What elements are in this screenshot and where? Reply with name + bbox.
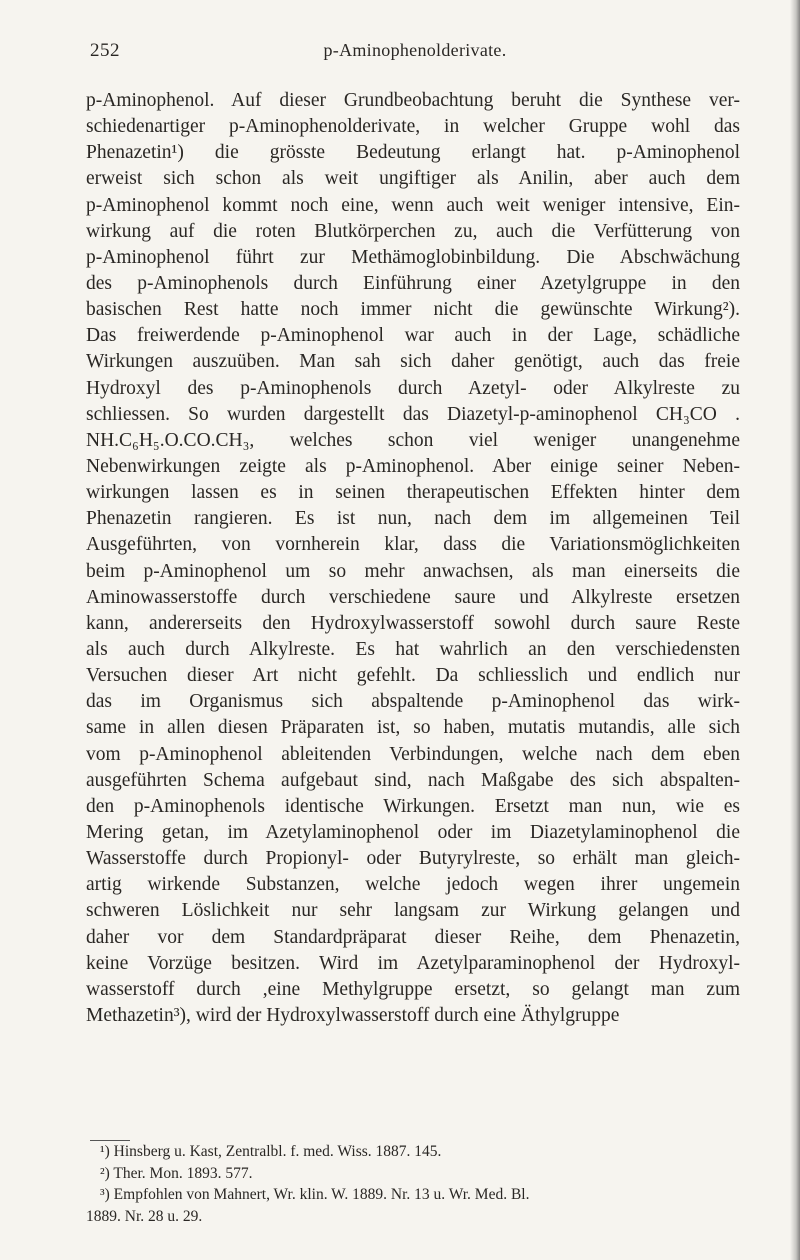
- text-line: Hydroxyl des p-Aminophenols durch Azetyl- oder Alkylreste zu: [86, 377, 740, 399]
- text-line: schweren Löslichkeit nur sehr langsam zur Wirkung gelangen und: [86, 900, 740, 922]
- text-line: NH.C₆H₅.O.CO.CH₃, welches schon viel weniger unangenehme: [86, 429, 740, 451]
- text-line: Ausgeführten, von vornherein klar, dass die Variationsmöglichkeiten: [86, 534, 740, 556]
- text-line: schliessen. So wurden dargestellt das Diazetyl-p-aminophenol CH₃CO .: [86, 403, 740, 425]
- page-number: 252: [90, 40, 120, 61]
- text-line: Das freiwerdende p-Aminophenol war auch in der Lage, schädliche: [86, 325, 740, 347]
- text-line: Wasserstoffe durch Propionyl- oder Butyrylreste, so erhält man gleich-: [86, 848, 740, 870]
- text-line: Aminowasserstoffe durch verschiedene saure und Alkylreste ersetzen: [86, 586, 740, 608]
- text-line: Mering getan, im Azetylaminophenol oder im Diazetylaminophenol die: [86, 821, 740, 843]
- text-line: kann, andererseits den Hydroxylwasserstoff sowohl durch saure Reste: [86, 612, 740, 634]
- text-line: Wirkungen auszuüben. Man sah sich daher genötigt, auch das freie: [86, 351, 740, 373]
- text-line: Nebenwirkungen zeigte als p-Aminophenol. Aber einige seiner Neben-: [86, 455, 740, 477]
- text-line: Phenazetin rangieren. Es ist nun, nach dem im allgemeinen Teil: [86, 508, 740, 530]
- text-line: daher vor dem Standardpräparat dieser Reihe, dem Phenazetin,: [86, 926, 740, 948]
- text-line: same in allen diesen Präparaten ist, so haben, mutatis mutandis, alle sich: [86, 717, 740, 739]
- running-head: [90, 40, 740, 66]
- text-line: des p-Aminophenols durch Einführung einer Azetylgruppe in den: [86, 272, 740, 294]
- text-line: den p-Aminophenols identische Wirkungen. Ersetzt man nun, wie es: [86, 795, 740, 817]
- text-line: basischen Rest hatte noch immer nicht die gewünschte Wirkung²).: [86, 299, 740, 321]
- text-line: Methazetin³), wird der Hydroxylwasserstoff durch eine Äthylgruppe: [86, 1004, 620, 1026]
- text-line: wirkung auf die roten Blutkörperchen zu, auch die Verfütterung von: [86, 220, 740, 242]
- text-line: p-Aminophenol. Auf dieser Grundbeobachtung beruht die Synthese ver-: [86, 90, 740, 111]
- footnote: ²) Ther. Mon. 1893. 577.: [100, 1164, 253, 1182]
- text-line: Versuchen dieser Art nicht gefehlt. Da schliesslich und endlich nur: [86, 665, 740, 687]
- footnote: 1889. Nr. 28 u. 29.: [86, 1207, 203, 1225]
- text-line: ausgeführten Schema aufgebaut sind, nach Maßgabe des sich abspalten-: [86, 769, 740, 791]
- page-edge-shadow: [790, 0, 800, 1260]
- text-line: wasserstoff durch ,eine Methylgruppe ersetzt, so gelangt man zum: [86, 978, 740, 1000]
- body-text: [86, 88, 740, 1029]
- footnotes: [86, 1141, 740, 1227]
- text-line: keine Vorzüge besitzen. Wird im Azetylparaminophenol der Hydroxyl-: [86, 952, 740, 974]
- text-line: das im Organismus sich abspaltende p-Aminophenol das wirk-: [86, 691, 740, 713]
- footnote: ¹) Hinsberg u. Kast, Zentralbl. f. med. Wiss. 1887. 145.: [100, 1143, 442, 1160]
- text-line: wirkungen lassen es in seinen therapeutischen Effekten hinter dem: [86, 482, 740, 504]
- text-line: als auch durch Alkylreste. Es hat wahrlich an den verschiedensten: [86, 638, 740, 660]
- footnote: ³) Empfohlen von Mahnert, Wr. klin. W. 1889. Nr. 13 u. Wr. Med. Bl.: [100, 1186, 530, 1203]
- text-line: p-Aminophenol kommt noch eine, wenn auch weit weniger intensive, Ein-: [86, 194, 740, 216]
- text-line: erweist sich schon als weit ungiftiger als Anilin, aber auch dem: [86, 168, 740, 190]
- text-line: schiedenartiger p-Aminophenolderivate, in welcher Gruppe wohl das: [86, 116, 740, 138]
- text-line: artig wirkende Substanzen, welche jedoch wegen ihrer ungemein: [86, 874, 740, 896]
- running-title: p-Aminophenolderivate.: [323, 40, 507, 60]
- text-line: beim p-Aminophenol um so mehr anwachsen, als man einerseits die: [86, 560, 740, 582]
- text-line: Phenazetin¹) die grösste Bedeutung erlangt hat. p-Aminophenol: [86, 142, 740, 164]
- text-line: vom p-Aminophenol ableitenden Verbindungen, welche nach dem eben: [86, 743, 740, 765]
- text-line: p-Aminophenol führt zur Methämoglobinbildung. Die Abschwächung: [86, 246, 740, 268]
